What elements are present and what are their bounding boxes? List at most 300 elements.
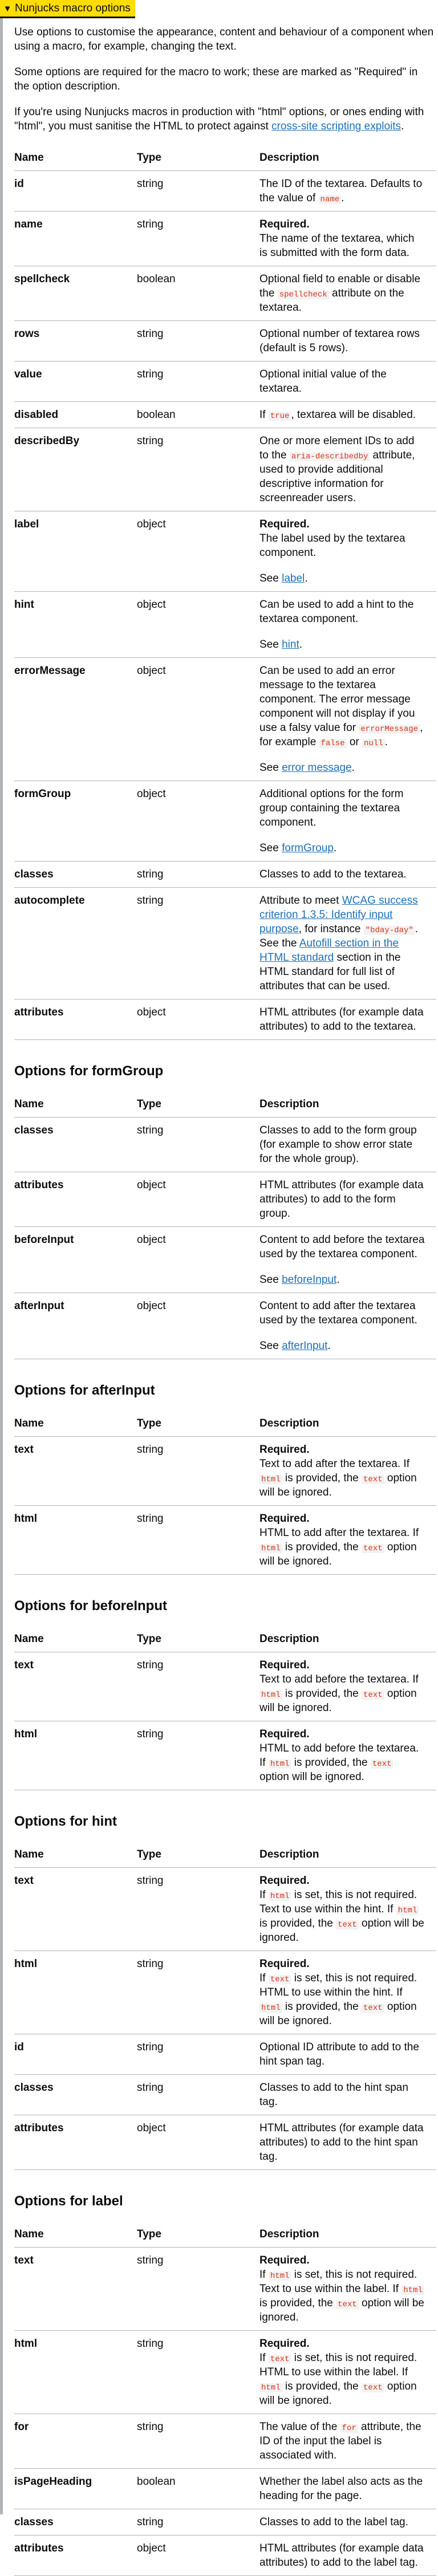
description-link[interactable]: Autofill section in the HTML standard [259,937,399,964]
description-text: See [259,762,282,774]
option-type: string [137,1951,259,2034]
section-heading: Options for formGroup [14,1063,164,1079]
code-snippet: html [269,1760,291,1769]
option-type: string [137,171,259,212]
option-type: object [137,592,259,658]
option-description [259,1118,436,1172]
code-snippet: for [340,2424,358,2433]
description-paragraph [259,1339,425,1353]
description-text: Can be used to add an error message to the textarea component. The error message component will not display if you use a falsy value for [259,665,415,734]
description-paragraph [259,867,425,881]
option-description [259,2248,436,2331]
option-description [259,428,436,511]
description-link[interactable]: beforeInput [282,1274,337,1286]
option-description [259,592,436,658]
macro-options-summary[interactable] [0,0,135,17]
option-description [259,862,436,888]
option-type: string [137,1437,259,1506]
description-link[interactable]: hint [282,639,299,651]
description-link[interactable]: afterInput [282,1340,328,1352]
option-name: spellcheck [14,266,137,321]
table-row [14,1118,436,1172]
description-text: See [259,572,282,584]
required-label: Required. [259,1513,310,1525]
description-paragraph [259,2515,425,2529]
table-row [14,592,436,658]
section-heading: Options for beforeInput [14,1598,167,1614]
code-snippet: text [362,1544,384,1553]
required-label: Required. [259,1444,310,1456]
description-paragraph [259,231,425,260]
intro-text: . [401,120,404,132]
description-text: Can be used to add a hint to the textarea component. [259,599,414,625]
description-text: Optional initial value of the textarea. [259,368,387,395]
table-row [14,2075,436,2115]
description-text: is provided, the [282,1541,362,1553]
description-paragraph [259,598,425,626]
description-paragraph [259,787,425,830]
description-text: is provided, the [282,2001,362,2013]
code-snippet: errorMessage [359,725,420,734]
description-text: section in the HTML standard for full list of attributes that can be used. [259,952,401,992]
option-type: string [137,888,259,999]
table-row [14,511,436,592]
table-row [14,1506,436,1575]
description-text: is provided, the [259,1917,336,1929]
options-table [14,1091,436,1359]
column-header-description: Description [259,1626,436,1652]
option-description [259,1868,436,1951]
description-text: , for instance [298,923,364,935]
description-paragraph [259,1971,425,2028]
option-type: string [137,2034,259,2075]
code-snippet: "bday-day" [364,926,415,935]
description-text: Optional ID attribute to add to the hint span tag. [259,2041,419,2067]
option-type: string [137,212,259,266]
option-description [259,361,436,402]
table-row [14,862,436,888]
description-text: HTML attributes (for example data attributes) to add to the textarea. [259,1006,424,1033]
option-type: string [137,1118,259,1172]
summary-label: Nunjucks macro options [15,2,131,14]
option-description [259,2075,436,2115]
description-paragraph [259,177,425,205]
option-name: rows [14,321,137,361]
code-snippet: text [362,1475,384,1484]
section-heading: Options for afterInput [14,1383,155,1398]
description-paragraph [259,272,425,315]
column-header-description: Description [259,145,436,171]
table-header-row [14,2221,436,2248]
description-text: . [299,639,303,651]
option-name: attributes [14,1172,137,1227]
option-type: string [137,361,259,402]
description-paragraph [259,664,425,749]
description-link[interactable]: error message [282,762,352,774]
description-text: is provided, the [282,1472,362,1484]
description-text: Additional options for the form group containing the textarea component. [259,788,404,828]
table-row [14,171,436,212]
option-name: classes [14,862,137,888]
description-text: . [327,1340,331,1352]
option-description [259,1293,436,1359]
intro-paragraph [14,65,436,94]
option-name: attributes [14,999,137,1040]
description-text: See [259,842,282,854]
option-type: string [137,428,259,511]
xss-link[interactable]: cross-site scripting exploits [271,120,402,132]
option-type: string [137,1652,259,1721]
option-name: classes [14,2075,137,2115]
option-name: hint [14,592,137,658]
column-header-description: Description [259,2221,436,2248]
code-snippet: html [259,1691,282,1700]
description-text: The ID of the textarea. Defaults to the value of [259,178,423,204]
description-text: is provided, the [259,2297,336,2309]
code-snippet: text [269,1975,291,1984]
column-header-description: Description [259,1091,436,1118]
section-heading: Options for label [14,2193,123,2209]
description-paragraph [259,2121,425,2164]
table-row [14,2248,436,2331]
description-paragraph [259,1299,425,1327]
code-snippet: html [259,2004,282,2013]
description-text: option will be ignored. [259,1541,417,1567]
option-description [259,2034,436,2075]
option-name: label [14,511,137,592]
table-row [14,1293,436,1359]
macro-options-body [0,18,438,2569]
option-description [259,171,436,212]
description-paragraph [259,2351,425,2408]
description-link[interactable]: label [282,572,305,584]
code-snippet: html [259,1475,282,1484]
code-snippet: html [269,1892,291,1901]
description-paragraph [259,761,425,775]
section-heading: Options for hint [14,1814,117,1829]
options-table [14,1626,436,1790]
code-snippet: spellcheck [278,290,329,299]
option-name: id [14,171,137,212]
option-name: disabled [14,402,137,428]
table-row [14,2034,436,2075]
required-label: Required. [259,218,310,230]
option-name: describedBy [14,428,137,511]
table-row [14,999,436,1040]
required-label: Required. [259,2338,310,2350]
option-name: attributes [14,2536,137,2576]
table-row [14,402,436,428]
option-type: object [137,511,259,592]
column-header-name: Name [14,1626,137,1652]
description-text: Attribute to meet [259,895,342,907]
description-text: Whether the label also acts as the heading for the page. [259,2476,423,2502]
option-description [259,321,436,361]
column-header-name: Name [14,2221,137,2248]
options-table [14,145,436,1040]
column-header-type: Type [137,2221,259,2248]
description-paragraph [259,2475,425,2503]
table-row [14,2536,436,2576]
description-paragraph [259,2268,425,2325]
description-paragraph [259,1233,425,1261]
description-text: is provided, the [282,2380,362,2392]
description-paragraph [259,2081,425,2109]
option-type: object [137,1293,259,1359]
option-type: object [137,999,259,1040]
description-text: HTML to add after the textarea. If [259,1527,419,1539]
description-text: is set, this is not required. HTML to use within the label. If [259,2352,417,2378]
option-description [259,999,436,1040]
description-text: If [259,2269,269,2281]
description-paragraph [259,1888,425,1945]
table-row [14,1437,436,1506]
option-description [259,1437,436,1506]
description-text: . See the [259,923,419,949]
description-text: is provided, the [291,1757,371,1769]
description-paragraph [259,1741,425,1784]
table-row [14,1951,436,2034]
table-row [14,2469,436,2509]
table-row [14,321,436,361]
description-text: If [259,409,269,421]
description-paragraph [259,1526,425,1569]
code-snippet: text [362,2383,384,2392]
option-type: string [137,2248,259,2331]
description-text: attribute on the textarea. [259,287,404,314]
description-text: The label used by the textarea component. [259,533,405,559]
description-text: The value of the [259,2421,340,2433]
description-text: is set, this is not required. HTML to use within the hint. If [259,1972,417,1998]
description-link[interactable]: WCAG success criterion 1.3.5: Identify input purpose [259,895,418,935]
code-snippet: aria-describedby [290,452,370,461]
description-paragraph [259,1123,425,1166]
option-name: autocomplete [14,888,137,999]
description-paragraph [259,1273,425,1287]
code-snippet: false [319,739,347,748]
code-snippet: html [259,2383,282,2392]
description-text: Content to add before the textarea used by the textarea component. [259,1234,425,1260]
description-text: Classes to add to the label tag. [259,2516,408,2528]
description-text: Classes to add to the hint span tag. [259,2082,408,2108]
option-description [259,658,436,781]
description-text: , for example [259,722,423,748]
description-text: . [305,572,308,584]
description-paragraph [259,1005,425,1034]
option-description [259,2536,436,2576]
description-text: See [259,639,282,651]
options-sections [14,145,436,2576]
option-type: boolean [137,2469,259,2509]
option-name: classes [14,1118,137,1172]
description-text: , textarea will be disabled. [291,409,416,421]
description-text: If [259,2352,269,2364]
table-header-row [14,1091,436,1118]
code-snippet: html [269,2272,291,2281]
table-row [14,212,436,266]
option-description [259,1652,436,1721]
description-text: is provided, the [282,1688,362,1700]
description-text: is set, this is not required. Text to use within the label. If [259,2269,417,2295]
table-row [14,2331,436,2414]
description-text: Optional number of textarea rows (default is 5 rows). [259,328,420,354]
table-header-row [14,1411,436,1437]
column-header-type: Type [137,1411,259,1437]
intro-paragraph [14,105,436,133]
option-type: string [137,1868,259,1951]
intro-text: Some options are required for the macro to work; these are marked as "Required" in the option description. [14,66,418,92]
option-type: object [137,2536,259,2576]
column-header-name: Name [14,1091,137,1118]
option-name: classes [14,2509,137,2536]
option-type: string [137,2414,259,2469]
table-header-row [14,1842,436,1868]
description-paragraph [259,1672,425,1715]
option-type: object [137,1227,259,1293]
option-description [259,212,436,266]
description-text: . [384,736,388,748]
description-text: See [259,1274,282,1286]
required-label: Required. [259,1958,310,1970]
table-row [14,428,436,511]
description-text: One or more element IDs to add to the [259,435,415,461]
required-label: Required. [259,1659,310,1671]
option-name: html [14,1951,137,2034]
description-text: HTML attributes (for example data attributes) to add to the form group. [259,1179,424,1220]
option-name: id [14,2034,137,2075]
description-paragraph [259,1178,425,1221]
option-type: object [137,658,259,781]
description-paragraph [259,637,425,652]
description-paragraph [259,2040,425,2069]
option-description [259,402,436,428]
required-label: Required. [259,518,310,530]
option-name: for [14,2414,137,2469]
option-type: string [137,2075,259,2115]
option-type: object [137,1172,259,1227]
column-header-description: Description [259,1842,436,1868]
option-type: string [137,1506,259,1575]
option-description [259,2115,436,2170]
table-row [14,1868,436,1951]
option-description [259,1506,436,1575]
option-name: isPageHeading [14,2469,137,2509]
description-text: option will be ignored. [259,2001,417,2027]
required-label: Required. [259,1728,310,1740]
table-row [14,1172,436,1227]
options-table [14,1411,436,1575]
code-snippet: name [319,195,342,204]
option-name: formGroup [14,781,137,862]
column-header-type: Type [137,1842,259,1868]
description-text: option will be ignored. [259,2380,417,2407]
option-description [259,1172,436,1227]
description-text: option will be ignored. [259,1917,424,1944]
description-text: Classes to add to the textarea. [259,868,407,880]
column-header-name: Name [14,1842,137,1868]
option-type: string [137,1721,259,1790]
description-link[interactable]: formGroup [282,842,334,854]
description-text: option will be ignored. [259,1771,364,1783]
description-text: Content to add after the textarea used by the textarea component. [259,1300,417,1326]
table-row [14,781,436,862]
code-snippet: text [362,1691,384,1700]
option-description [259,1951,436,2034]
description-text: See [259,1340,282,1352]
description-text: . [351,762,355,774]
option-description [259,2414,436,2469]
description-text: Classes to add to the form group (for example to show error state for the whole group). [259,1124,417,1165]
description-paragraph [259,893,425,993]
option-description [259,2509,436,2536]
description-text: Text to add after the textarea. If [259,1458,409,1470]
table-row [14,658,436,781]
option-name: html [14,1721,137,1790]
table-row [14,361,436,402]
option-type: string [137,2331,259,2414]
description-text: Optional field to enable or disable the [259,273,421,299]
option-description [259,266,436,321]
intro-text: Use options to customise the appearance, content and behaviour of a component when using a macro, for example, changing the text. [14,26,434,52]
intro-text: If you're using Nunjucks macros in production with "html" options, or ones ending with "html", you must sanitise the HTML to protect against [14,106,424,132]
code-snippet: null [362,739,385,748]
description-text: HTML attributes (for example data attributes) to add to the label tag. [259,2542,424,2569]
option-type: boolean [137,266,259,321]
option-name: text [14,1652,137,1721]
description-paragraph [259,531,425,560]
option-description [259,511,436,592]
option-description [259,2469,436,2509]
options-table [14,2221,436,2576]
code-snippet: text [269,2355,291,2364]
intro [14,25,436,133]
description-text: HTML to add before the textarea. If [259,1742,419,1769]
description-text: . [336,1274,340,1286]
column-header-type: Type [137,145,259,171]
option-name: text [14,1437,137,1506]
option-type: object [137,2115,259,2170]
option-type: string [137,862,259,888]
option-description [259,888,436,999]
code-snippet: true [269,412,291,421]
description-paragraph [259,434,425,505]
option-type: boolean [137,402,259,428]
code-snippet: html [259,1544,282,1553]
option-description [259,1721,436,1790]
option-type: string [137,2509,259,2536]
column-header-description: Description [259,1411,436,1437]
description-text: Text to add before the textarea. If [259,1673,419,1685]
required-label: Required. [259,2254,310,2266]
description-paragraph [259,571,425,586]
table-row [14,1721,436,1790]
column-header-name: Name [14,145,137,171]
required-label: Required. [259,1875,310,1887]
description-text: HTML attributes (for example data attributes) to add to the hint span tag. [259,2122,424,2163]
table-header-row [14,1626,436,1652]
table-row [14,1652,436,1721]
description-text: If [259,1889,269,1901]
triangle-down-icon: ▼ [3,4,12,14]
option-name: html [14,1506,137,1575]
code-snippet: text [362,2004,384,2013]
table-row [14,1227,436,1293]
description-paragraph [259,841,425,855]
option-type: string [137,321,259,361]
code-snippet: html [402,2286,424,2295]
description-paragraph [259,1457,425,1500]
description-text: option will be ignored. [259,2297,424,2323]
